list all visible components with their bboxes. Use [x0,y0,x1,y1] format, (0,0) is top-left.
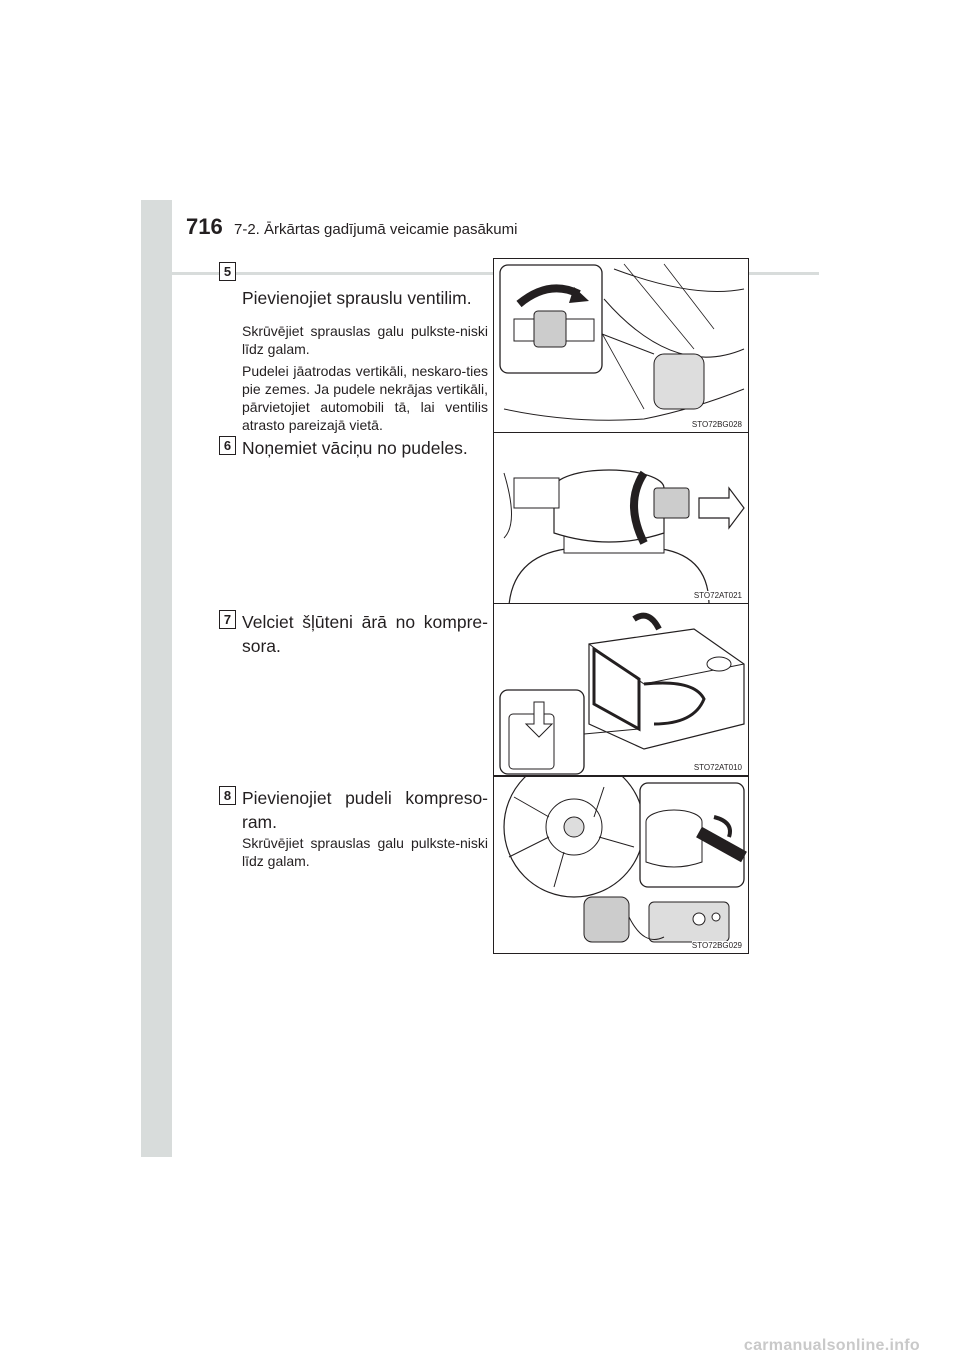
figure-valve-connect [493,258,749,433]
step-number-8: 8 [219,786,236,805]
bottle-compressor-illustration [494,777,749,954]
step-8-title: Pievienojiet pudeli kompreso-ram. [242,788,488,832]
figure-cap-removal [493,432,749,604]
section-title: 7-2. Ārkārtas gadījumā veicamie pasākumi [234,221,518,238]
figure-code: STO72BG028 [691,420,742,429]
figure-code: STO72AT010 [693,763,742,772]
step-6-title: Noņemiet vāciņu no pudeles. [242,438,468,458]
step-number-5: 5 [219,262,236,281]
step-5-note-1: Skrūvējiet sprauslas galu pulkste-niski līdz galam. [242,323,488,357]
step-number-6: 6 [219,436,236,455]
page-number: 716 [186,214,223,239]
figure-bottle-to-compressor [493,776,749,954]
step-7-title: Velciet šļūteni ārā no kompre-sora. [242,612,488,656]
step-8-note-1: Skrūvējiet sprauslas galu pulkste-niski līdz galam. [242,835,488,869]
watermark: carmanualsonline.info [743,1337,920,1354]
hose-pull-illustration [494,604,749,776]
figure-code: STO72BG029 [691,941,742,950]
figure-hose-pull [493,603,749,776]
cap-removal-illustration [494,433,749,604]
step-5-title: Pievienojiet sprauslu ventilim. [242,288,472,308]
valve-connect-illustration [494,259,749,433]
side-tab-bar [141,200,172,1157]
step-5-note-2: Pudelei jāatrodas vertikāli, neskaro-ties pie zemes. Ja pudele nekrājas vertikāli, pārvietojiet automobili tā, lai ventilis atrasto pareizajā vietā. [242,363,488,433]
step-number-7: 7 [219,610,236,629]
figure-code: STO72AT021 [693,591,742,600]
